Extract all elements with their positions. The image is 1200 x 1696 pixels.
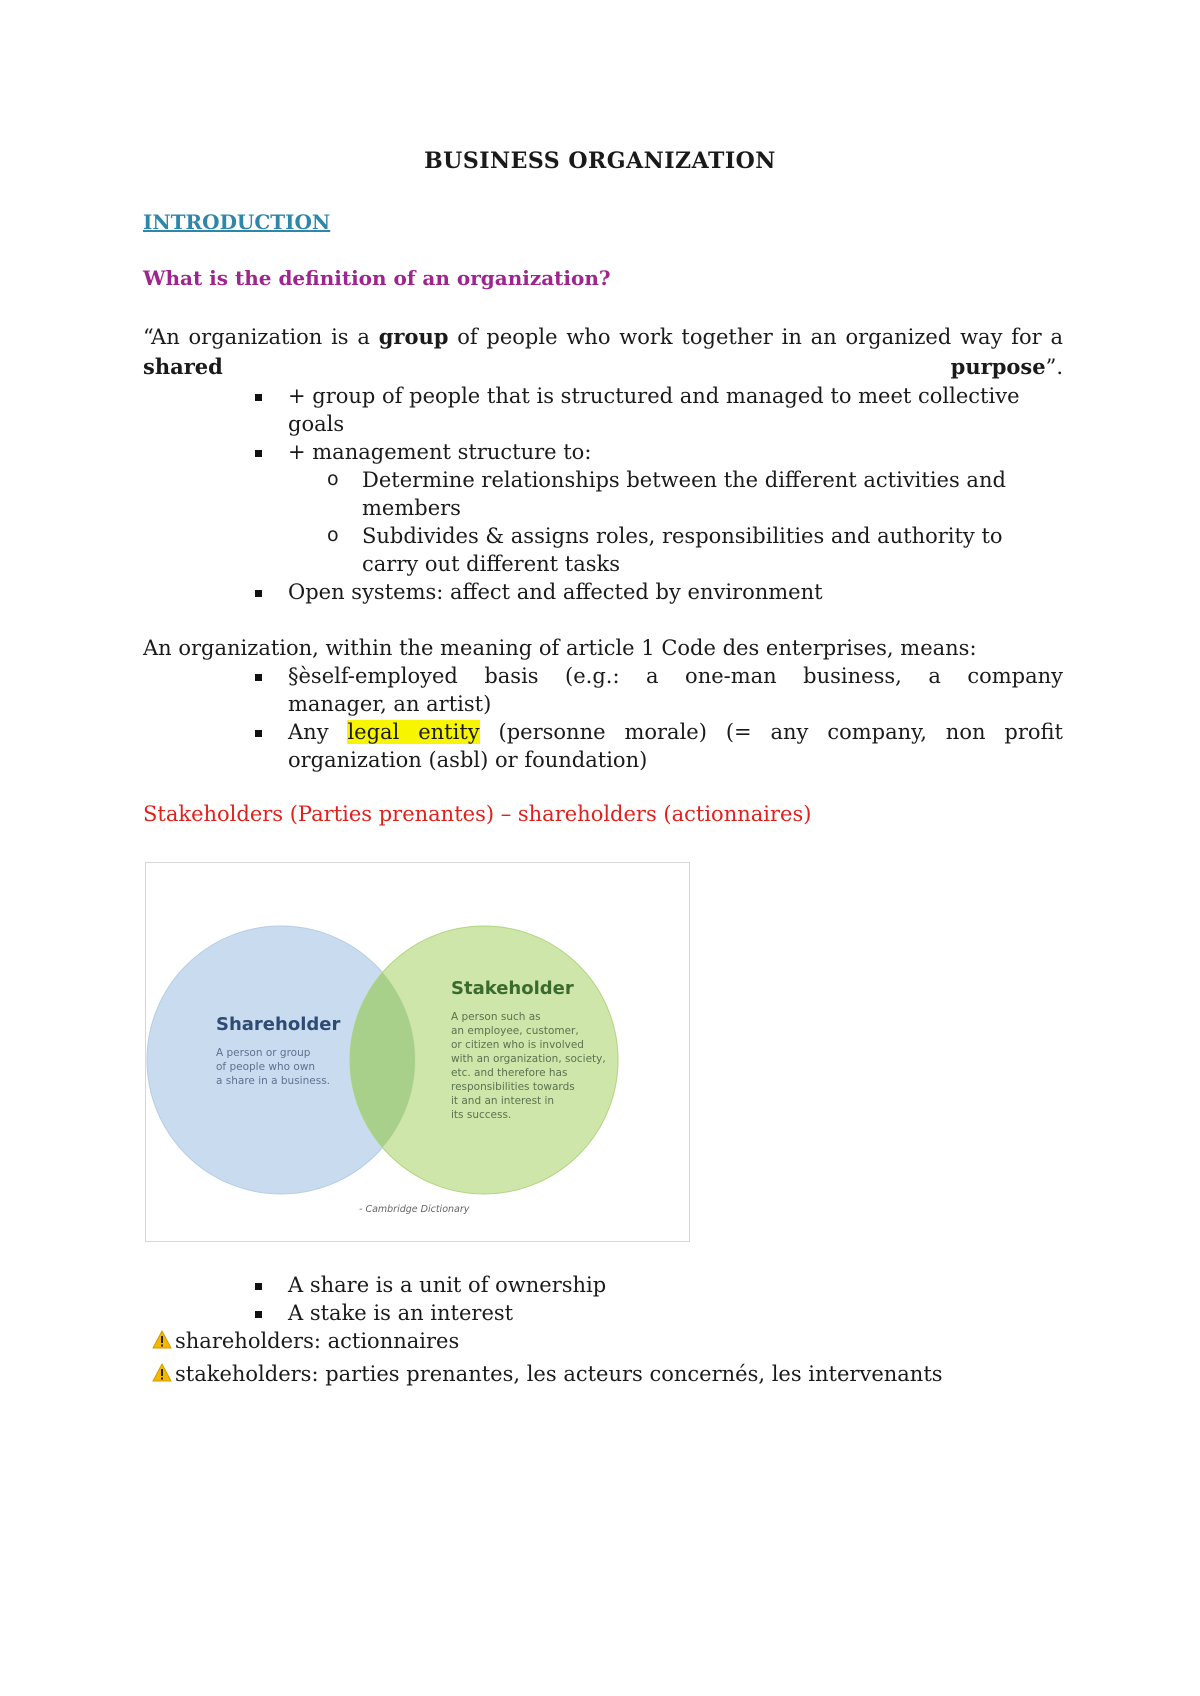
venn-diagram: [146, 863, 689, 1241]
stakeholder-text-line: its success.: [451, 1109, 512, 1121]
article-bullet-text-cont: organization (asbl) or foundation): [288, 748, 648, 772]
warning-text: shareholders: actionnaires: [175, 1329, 460, 1353]
square-bullet-icon: [255, 394, 262, 401]
stakeholder-text-line: or citizen who is involved: [451, 1039, 584, 1051]
square-bullet-icon: [255, 730, 262, 737]
square-bullet-icon: [255, 1311, 262, 1318]
square-bullet-icon: [255, 674, 262, 681]
sub-bullet-text: Subdivides & assigns roles, responsibilities and authority to: [362, 524, 1003, 548]
warning-icon: [152, 1363, 172, 1383]
document-title: BUSINESS ORGANIZATION: [424, 148, 776, 174]
venn-diagram-figure: [145, 862, 690, 1242]
warning-text: stakeholders: parties prenantes, les acteurs concernés, les intervenants: [175, 1362, 943, 1386]
circle-bullet-icon: o: [327, 524, 339, 546]
shareholder-text-line: A person or group: [216, 1047, 311, 1059]
stakeholder-title: Stakeholder: [451, 978, 574, 999]
question-heading: What is the definition of an organization?: [143, 266, 611, 290]
bullet-text: + group of people that is structured and managed to meet collective: [288, 384, 1020, 408]
shareholder-text-line: of people who own: [216, 1061, 316, 1073]
stakeholder-text-line: responsibilities towards: [451, 1081, 575, 1093]
shareholder-title: Shareholder: [216, 1014, 341, 1035]
square-bullet-icon: [255, 450, 262, 457]
bullet-text: Open systems: affect and affected by environment: [288, 580, 823, 604]
stakeholders-heading: Stakeholders (Parties prenantes) – shareholders (actionnaires): [143, 802, 812, 826]
sub-bullet-text-cont: members: [362, 496, 461, 520]
warning-icon: [152, 1330, 172, 1350]
article-intro: An organization, within the meaning of article 1 Code des enterprises, means:: [143, 636, 977, 660]
share-bullet-text: A share is a unit of ownership: [288, 1273, 607, 1297]
article-bullet-text-cont: manager, an artist): [288, 692, 492, 716]
bullet-text-cont: goals: [288, 412, 345, 436]
sub-bullet-text: Determine relationships between the different activities and: [362, 468, 1006, 492]
circle-bullet-icon: o: [327, 468, 339, 490]
square-bullet-icon: [255, 590, 262, 597]
stakeholder-text-line: A person such as: [451, 1011, 541, 1023]
article-bullet-text: §èself-employed basis (e.g.: a one-man business, a company: [288, 664, 1063, 688]
sub-bullet-text-cont: carry out different tasks: [362, 552, 621, 576]
bold-shared-purpose: shared purpose: [143, 354, 1046, 379]
source-caption: - Cambridge Dictionary: [359, 1204, 470, 1215]
section-heading: INTRODUCTION: [143, 210, 331, 234]
stakeholder-text-line: etc. and therefore has: [451, 1067, 568, 1079]
stakeholder-text-line: with an organization, society,: [451, 1053, 606, 1065]
article-bullet-text: Any legal entity (personne morale) (= any company, non profit: [288, 720, 1063, 744]
stakeholder-text-line: an employee, customer,: [451, 1025, 579, 1037]
shareholder-text-line: a share in a business.: [216, 1075, 330, 1087]
definition-quote: “An organization is a group of people who work together in an organized way for a shared purpose”.: [143, 324, 1063, 379]
bullet-text: + management structure to:: [288, 440, 592, 464]
square-bullet-icon: [255, 1283, 262, 1290]
stakeholder-text-line: it and an interest in: [451, 1095, 555, 1107]
highlighted-legal-entity: legal entity: [347, 720, 480, 744]
bold-group: group: [378, 324, 449, 349]
share-bullet-text: A stake is an interest: [288, 1301, 514, 1325]
